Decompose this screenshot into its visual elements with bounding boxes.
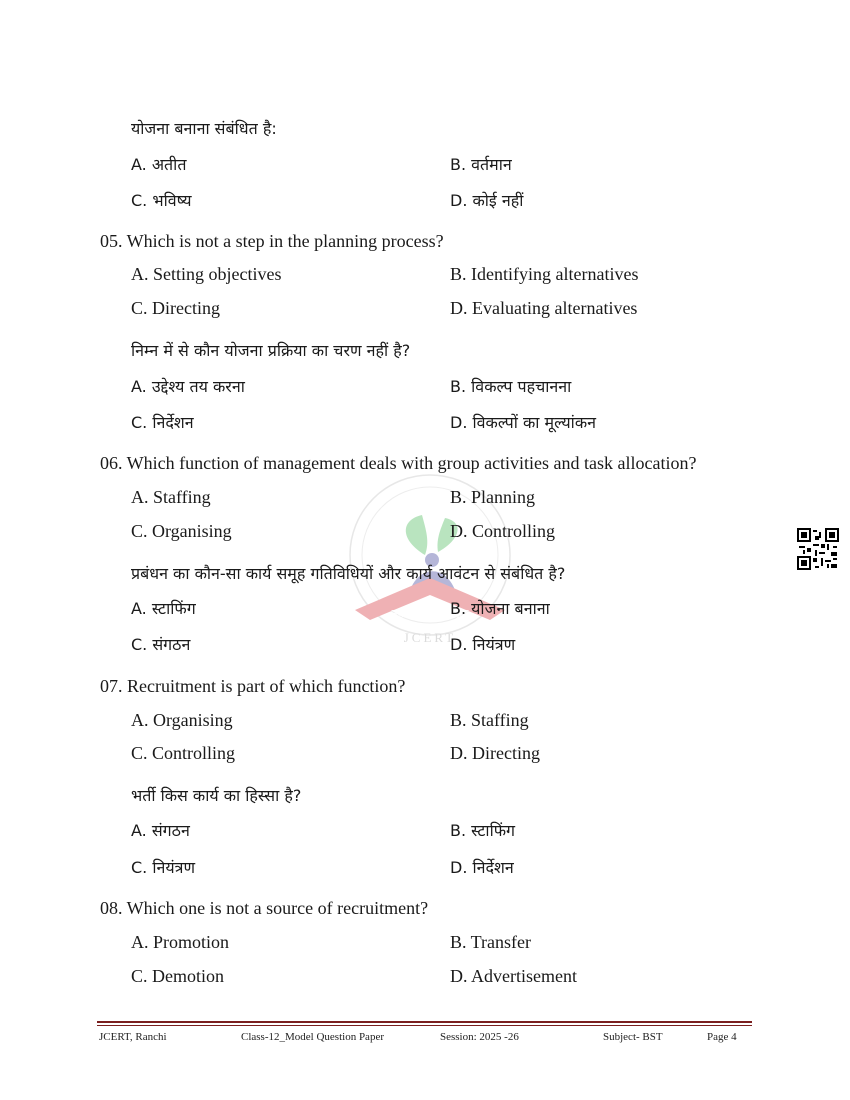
question-06-hindi-option-b: B. योजना बनाना <box>450 599 550 618</box>
question-05-option-c: C. Directing <box>131 298 220 318</box>
question-04-hindi-option-c: C. भविष्य <box>131 191 192 210</box>
question-06-hindi-option-c: C. संगठन <box>131 635 191 654</box>
watermark-subtext: JCERT <box>403 630 457 645</box>
question-07-hindi-option-c: C. नियंत्रण <box>131 858 196 877</box>
question-06-option-d: D. Controlling <box>450 521 556 541</box>
question-07-hindi-option-d: D. निर्देशन <box>450 858 514 877</box>
question-08-option-a: A. Promotion <box>131 932 230 952</box>
question-07-option-c: C. Controlling <box>131 743 236 763</box>
question-06-hindi-option-d: D. नियंत्रण <box>450 635 516 654</box>
footer-session: Session: 2025 -26 <box>440 1031 519 1043</box>
question-07-option-a: A. Organising <box>131 710 233 730</box>
footer-subject: Subject- BST <box>603 1031 663 1043</box>
question-05-hindi-text: निम्न में से कौन योजना प्रक्रिया का चरण नहीं है? <box>131 341 411 360</box>
question-05-hindi-option-d: D. विकल्पों का मूल्यांकन <box>450 413 596 432</box>
question-05-hindi-option-c: C. निर्देशन <box>131 413 194 432</box>
question-04-hindi-option-b: B. वर्तमान <box>450 155 512 174</box>
question-05-text: 05. Which is not a step in the planning process? <box>100 231 444 251</box>
question-04-hindi-option-a: A. अतीत <box>131 155 187 174</box>
question-05-hindi-option-b: B. विकल्प पहचानना <box>450 377 572 396</box>
question-04-hindi-option-d: D. कोई नहीं <box>450 191 524 210</box>
question-06-option-b: B. Planning <box>450 487 536 507</box>
question-07-hindi-text: भर्ती किस कार्य का हिस्सा है? <box>131 786 302 805</box>
question-08-text: 08. Which one is not a source of recruitment? <box>100 898 429 918</box>
footer-org: JCERT, Ranchi <box>99 1031 167 1043</box>
watermark-motto: नवोन्मेष शोध नेतृत्व <box>391 607 469 620</box>
question-07-hindi-option-b: B. स्टाफिंग <box>450 821 516 840</box>
question-04-hindi-text: योजना बनाना संबंधित है: <box>131 119 277 138</box>
qr-code-icon <box>797 528 839 570</box>
question-06-option-c: C. Organising <box>131 521 232 541</box>
question-06-option-a: A. Staffing <box>131 487 211 507</box>
footer-paper-title: Class-12_Model Question Paper <box>241 1031 384 1043</box>
question-05-option-b: B. Identifying alternatives <box>450 264 639 284</box>
question-05-option-a: A. Setting objectives <box>131 264 282 284</box>
footer-page-number: Page 4 <box>707 1031 737 1043</box>
question-07-hindi-option-a: A. संगठन <box>131 821 190 840</box>
question-06-hindi-text: प्रबंधन का कौन-सा कार्य समूह गतिविधियों और कार्य आवंटन से संबंधित है? <box>131 564 566 583</box>
question-07-option-b: B. Staffing <box>450 710 529 730</box>
question-08-option-c: C. Demotion <box>131 966 224 986</box>
footer-rule-thick <box>97 1021 752 1023</box>
question-06-text: 06. Which function of management deals with group activities and task allocation? <box>100 453 697 473</box>
question-05-hindi-option-a: A. उद्देश्य तय करना <box>131 377 245 396</box>
question-07-text: 07. Recruitment is part of which function? <box>100 676 406 696</box>
question-06-hindi-option-a: A. स्टाफिंग <box>131 599 196 618</box>
question-05-option-d: D. Evaluating alternatives <box>450 298 638 318</box>
question-07-option-d: D. Directing <box>450 743 540 763</box>
footer-rule-thin <box>97 1025 752 1026</box>
question-08-option-d: D. Advertisement <box>450 966 577 986</box>
question-08-option-b: B. Transfer <box>450 932 532 952</box>
